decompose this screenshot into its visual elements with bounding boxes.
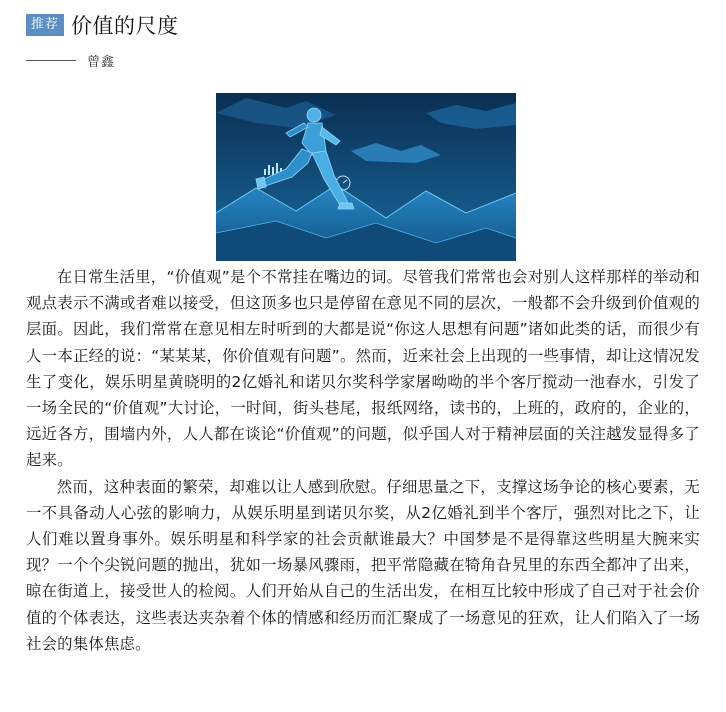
paragraph: 然而，这种表面的繁荣，却难以让人感到欣慰。仔细思量之下，支撑这场争论的核心要素，无一不具备动人心弦的影响力，从娱乐明星到诺贝尔奖，从2亿婚礼到半个客厅，强烈对比之下，让人们难以置身事外。娱乐明星和科学家的社会贡献谁最大？中国梦是不是得靠这些明星大腕来实现？一个个尖锐问题的抛出，犹如一场暴风骤雨，把平常隐藏在犄角旮旯里的东西全都冲了出来，晾在街道上，接受世人的检阅。人们开始从自己的生活出发，在相互比较中形成了自己对于社会价值的个体表达，这些表达夹杂着个体的情感和经历而汇聚成了一场意见的狂欢，让人们陷入了一场社会的集体焦虑。 — [26, 477, 700, 653]
article-header — [26, 10, 179, 40]
recommend-badge: 推荐 — [26, 14, 64, 36]
running-figure-illustration-icon — [216, 93, 516, 261]
author-name: 曾鑫 — [87, 54, 116, 70]
byline-divider — [26, 60, 76, 61]
hero-image — [216, 93, 516, 261]
article-title: 价值的尺度 — [71, 14, 179, 38]
byline — [26, 50, 115, 70]
paragraph: 在日常生活里，“价值观”是个不常挂在嘴边的词。尽管我们常常也会对别人这样那样的举动和观点表示不满或者难以接受，但这顶多也只是停留在意见不同的层次，一般都不会升级到价值观的层面。因此，我们常常在意见相左时听到的大都是说“你这人思想有问题”诸如此类的话，而很少有人一本正经的说：“某某某，你价值观有问题”。然而，近来社会上出现的一些事情，却让这情况发生了变化，娱乐明星黄晓明的2亿婚礼和诺贝尔奖科学家屠呦呦的半个客厅搅动一池春水，引发了一场全民的“价值观”大讨论，一时间，街头巷尾，报纸网络，读书的，上班的，政府的，企业的，远近各方，围墙内外，人人都在谈论“价值观”的问题，似乎国人对于精神层面的关注越发显得多了起来。 — [26, 268, 700, 470]
article-body — [26, 264, 700, 657]
